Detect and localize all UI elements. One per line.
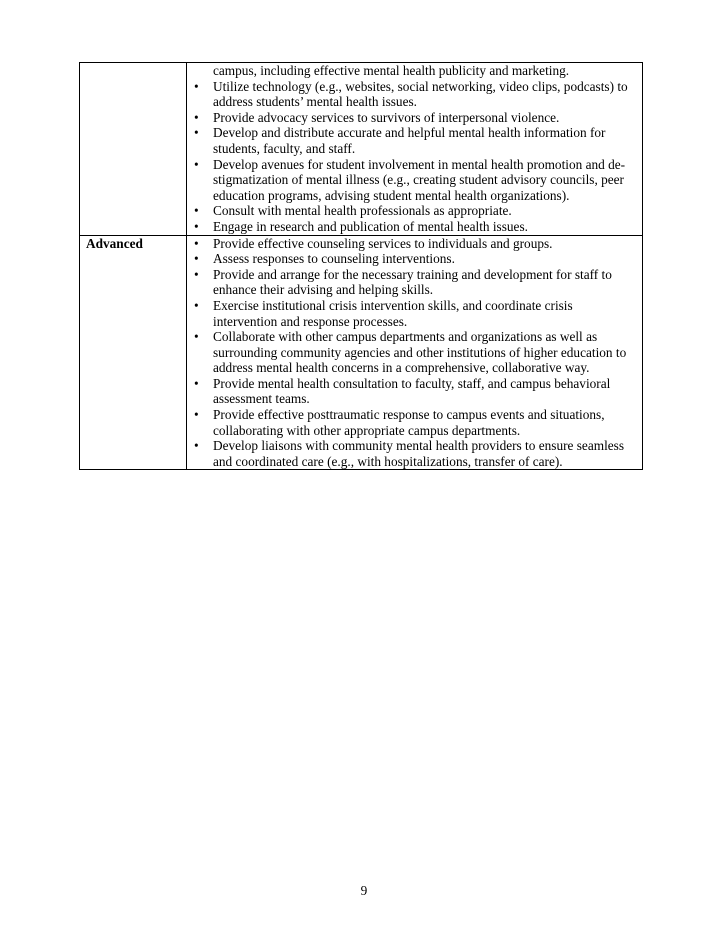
list-item: • Develop liaisons with community mental health providers to ensure seamless and coordinated care (e.g., with hospitalizations, transfer of care).	[187, 438, 642, 469]
list-item: • Provide effective counseling services to individuals and groups.	[187, 236, 642, 252]
list-item-continuation: campus, including effective mental health publicity and marketing.	[213, 63, 570, 78]
list-item: • Collaborate with other campus departments and organizations as well as surrounding community agencies and other institutions of higher education to address mental health concerns in a comprehensive, collaborative way.	[187, 329, 642, 376]
table-row	[80, 63, 643, 236]
list-item: • Provide mental health consultation to faculty, staff, and campus behavioral assessment teams.	[187, 376, 642, 407]
list-item: • Utilize technology (e.g., websites, social networking, video clips, podcasts) to address students’ mental health issues.	[187, 79, 642, 110]
list-item: • Develop avenues for student involvement in mental health promotion and de-stigmatization of mental illness (e.g., creating student advisory councils, peer education programs, advising student mental health organizations).	[187, 157, 642, 204]
content-cell	[187, 235, 643, 470]
competency-table	[79, 62, 643, 470]
bullet-list	[187, 63, 642, 235]
list-item: • Engage in research and publication of mental health issues.	[187, 219, 642, 235]
bullet-list	[187, 236, 642, 470]
list-item: • Exercise institutional crisis intervention skills, and coordinate crisis intervention and response processes.	[187, 298, 642, 329]
level-label: Advanced	[86, 235, 143, 251]
level-cell	[80, 235, 187, 470]
list-item: • Consult with mental health professionals as appropriate.	[187, 203, 642, 219]
content-cell	[187, 63, 643, 236]
level-cell	[80, 63, 187, 236]
list-item: • Develop and distribute accurate and helpful mental health information for students, faculty, and staff.	[187, 125, 642, 156]
list-item: • Assess responses to counseling interventions.	[187, 251, 642, 267]
list-item: • Provide advocacy services to survivors of interpersonal violence.	[187, 110, 642, 126]
list-item: • Provide effective posttraumatic response to campus events and situations, collaborating with other appropriate campus departments.	[187, 407, 642, 438]
list-item: • Provide and arrange for the necessary training and development for staff to enhance their advising and helping skills.	[187, 267, 642, 298]
table-row	[80, 235, 643, 470]
page-number: 9	[360, 883, 368, 898]
